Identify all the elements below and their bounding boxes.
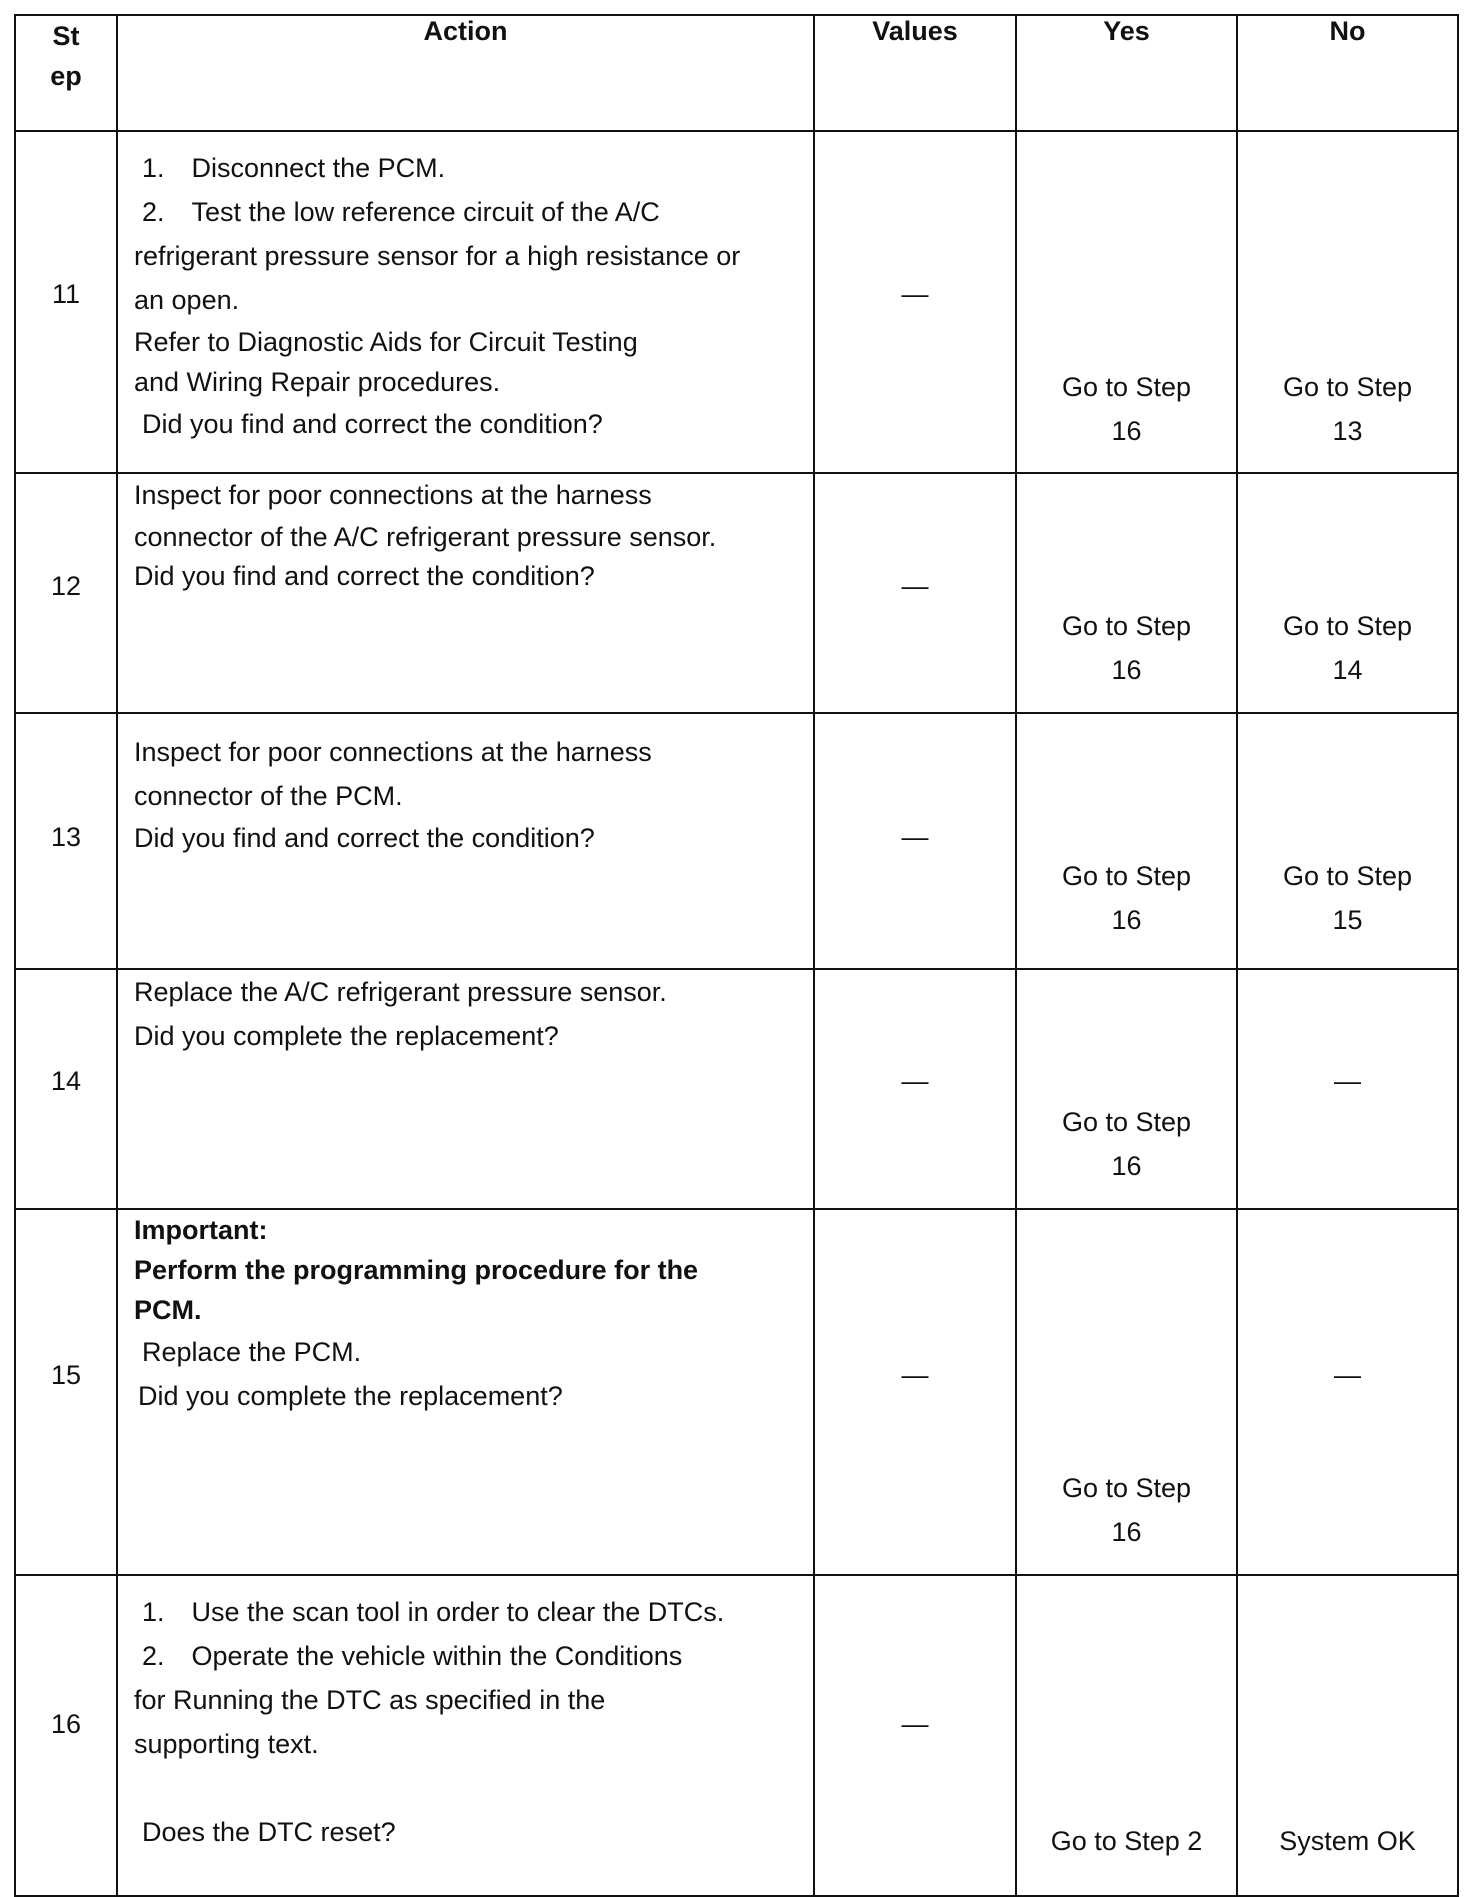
yes-goto-label: Go to Step (1061, 611, 1192, 641)
step-cell (15, 131, 117, 473)
yes-cell (1016, 969, 1237, 1209)
values-dash: — (901, 571, 929, 601)
values-dash: — (901, 279, 929, 309)
no-cell (1237, 1575, 1458, 1896)
action-line: Did you find and correct the condition? (134, 823, 595, 853)
values-cell (814, 473, 1016, 713)
action-line: Refer to Diagnostic Aids for Circuit Testing (134, 327, 638, 357)
no-dash: — (1334, 1360, 1361, 1390)
action-line: Does the DTC reset? (142, 1817, 396, 1847)
action-line: 2. Operate the vehicle within the Conditions (142, 1641, 683, 1671)
action-line: supporting text. (134, 1729, 319, 1759)
no-cell (1237, 713, 1458, 969)
step-number: 14 (50, 1066, 82, 1096)
table-row (15, 131, 1458, 473)
diagnostic-table (14, 14, 1459, 1897)
action-cell (117, 1575, 814, 1896)
header-row (15, 15, 1458, 131)
yes-goto-step: 16 (1111, 655, 1142, 685)
table-row (15, 1575, 1458, 1896)
no-goto-label: Go to Step (1282, 861, 1413, 891)
yes-goto-label: Go to Step (1061, 372, 1192, 402)
yes-goto-label: Go to Step (1061, 1473, 1192, 1503)
values-dash: — (901, 1066, 929, 1096)
yes-cell (1016, 1209, 1237, 1575)
no-goto-label: Go to Step (1282, 611, 1413, 641)
values-cell (814, 1575, 1016, 1896)
step-cell (15, 969, 117, 1209)
action-line: and Wiring Repair procedures. (134, 367, 501, 397)
action-line: connector of the PCM. (134, 781, 403, 811)
action-line: 1. Use the scan tool in order to clear the DTCs. (142, 1597, 725, 1627)
action-line: Did you find and correct the condition? (134, 561, 595, 591)
action-line: Inspect for poor connections at the harness (134, 480, 652, 510)
no-result-label: System OK (1279, 1826, 1416, 1856)
yes-goto-step: 16 (1111, 1517, 1142, 1547)
values-cell (814, 969, 1016, 1209)
action-line: connector of the A/C refrigerant pressure sensor. (134, 522, 717, 552)
action-line: 2. Test the low reference circuit of the A/C (142, 197, 660, 227)
no-cell (1237, 131, 1458, 473)
header-step (15, 15, 117, 131)
important-text: PCM. (134, 1295, 202, 1325)
table-row (15, 473, 1458, 713)
values-cell (814, 1209, 1016, 1575)
step-number: 12 (50, 571, 82, 601)
header-action: Action (117, 15, 814, 131)
values-dash: — (901, 1360, 929, 1390)
yes-goto-step: 16 (1111, 1151, 1142, 1181)
yes-cell (1016, 1575, 1237, 1896)
action-line: refrigerant pressure sensor for a high resistance or (134, 241, 741, 271)
yes-goto-label: Go to Step 2 (1050, 1826, 1203, 1856)
table-row (15, 713, 1458, 969)
no-goto-label: Go to Step (1282, 372, 1413, 402)
action-line: Did you complete the replacement? (138, 1381, 563, 1411)
step-cell (15, 1575, 117, 1896)
step-number: 16 (50, 1709, 82, 1739)
yes-cell (1016, 131, 1237, 473)
important-text: Perform the programming procedure for the (134, 1255, 699, 1285)
step-cell (15, 713, 117, 969)
action-line: for Running the DTC as specified in the (134, 1685, 606, 1715)
action-line: Inspect for poor connections at the harness (134, 737, 652, 767)
action-line: an open. (134, 285, 240, 315)
action-line: Did you complete the replacement? (134, 1021, 559, 1051)
header-no: No (1237, 15, 1458, 131)
header-step-line-2: ep (50, 61, 82, 91)
no-goto-step: 15 (1332, 905, 1363, 935)
no-goto-step: 13 (1332, 416, 1363, 446)
header-step-line-1: St (52, 21, 80, 51)
action-line: Replace the PCM. (142, 1337, 362, 1367)
values-cell (814, 713, 1016, 969)
action-line: 1. Disconnect the PCM. (142, 153, 446, 183)
yes-goto-step: 16 (1111, 416, 1142, 446)
step-number: 15 (50, 1360, 82, 1390)
table-row (15, 969, 1458, 1209)
step-cell (15, 473, 117, 713)
yes-cell (1016, 473, 1237, 713)
no-cell (1237, 473, 1458, 713)
action-cell (117, 969, 814, 1209)
values-cell (814, 131, 1016, 473)
action-cell (117, 131, 814, 473)
header-values: Values (814, 15, 1016, 131)
important-label: Important: (134, 1215, 268, 1245)
action-cell (117, 1209, 814, 1575)
yes-goto-label: Go to Step (1061, 861, 1192, 891)
step-number: 13 (50, 822, 82, 852)
no-dash: — (1334, 1066, 1361, 1096)
header-yes: Yes (1016, 15, 1237, 131)
step-number: 11 (51, 279, 81, 309)
values-dash: — (901, 822, 929, 852)
no-cell (1237, 1209, 1458, 1575)
no-goto-step: 14 (1332, 655, 1363, 685)
table-row (15, 1209, 1458, 1575)
yes-goto-step: 16 (1111, 905, 1142, 935)
action-line: Did you find and correct the condition? (142, 409, 603, 439)
action-cell (117, 713, 814, 969)
action-line: Replace the A/C refrigerant pressure sensor. (134, 977, 667, 1007)
yes-cell (1016, 713, 1237, 969)
action-cell (117, 473, 814, 713)
yes-goto-label: Go to Step (1061, 1107, 1192, 1137)
no-cell (1237, 969, 1458, 1209)
values-dash: — (901, 1709, 929, 1739)
step-cell (15, 1209, 117, 1575)
